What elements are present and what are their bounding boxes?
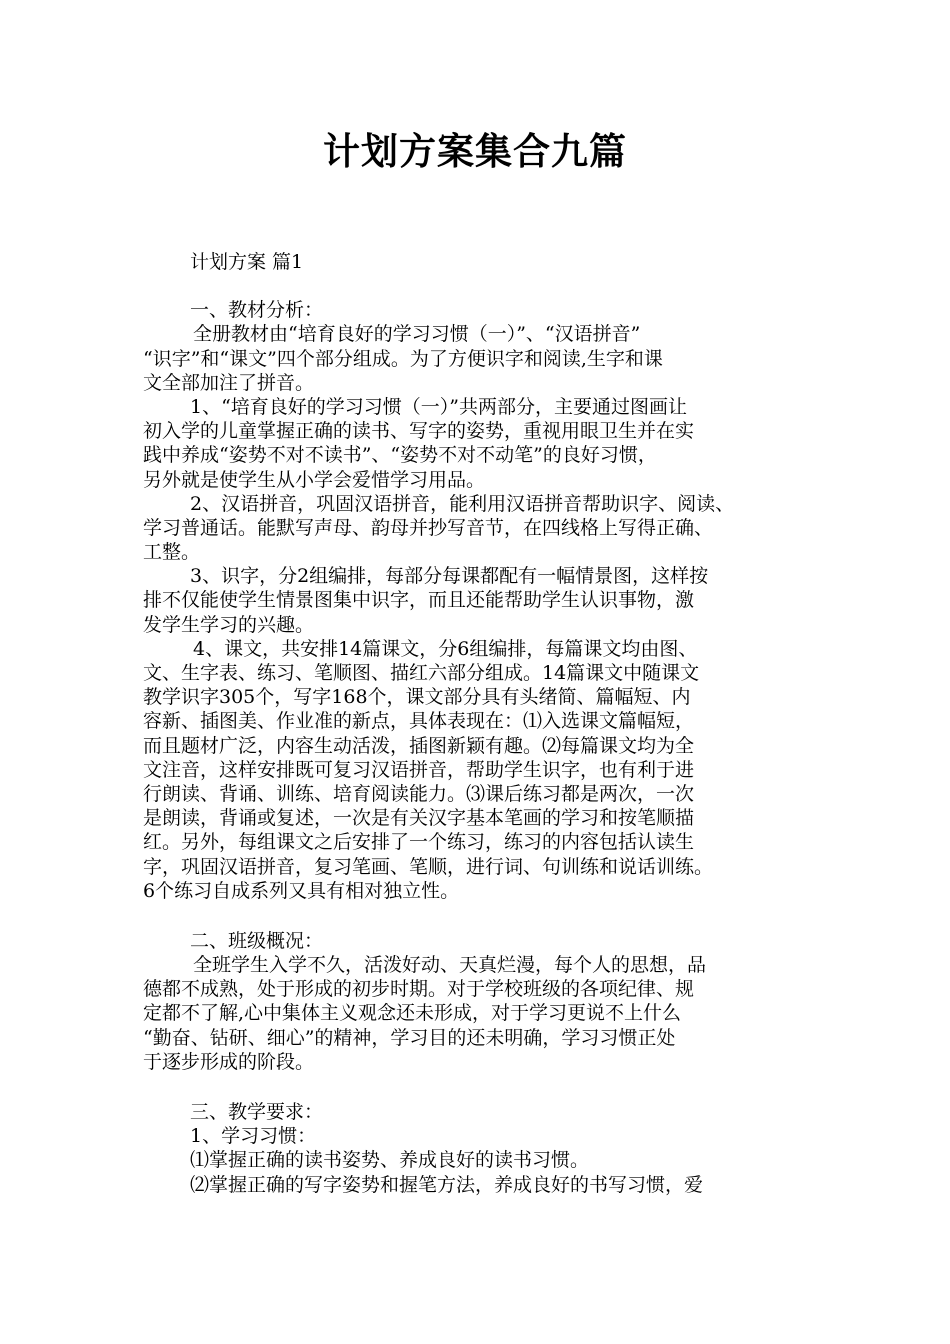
paragraph-line: 德都不成熟，处于形成的初步时期。对于学校班级的各项纪律、规 [143,978,695,1001]
plan-heading: 计划方案 篇1 [190,251,304,273]
paragraph-line: 6个练习自成系列又具有相对独立性。 [143,879,460,902]
paragraph-line: 文全部加注了拼音。 [143,371,315,394]
paragraph-line: “识字”和“课文”四个部分组成。为了方便识字和阅读,生字和课 [143,347,663,370]
paragraph-line: 教学识字305个，写字168个，课文部分具有头绪简、篇幅短、内 [143,686,691,709]
paragraph-line: 工整。 [143,541,201,564]
paragraph-line: 行朗读、背诵、训练、培育阅读能力。⑶课后练习都是两次，一次 [143,782,695,805]
paragraph-line: 2、汉语拼音，巩固汉语拼音，能利用汉语拼音帮助识字、阅读、 [190,492,735,515]
document-title: 计划方案集合九篇 [323,130,627,173]
paragraph-line: 全册教材由“培育良好的学习习惯（一）”、“汉语拼音” [193,323,641,346]
paragraph-line: 定都不了解,心中集体主义观念还未形成，对于学习更说不上什么 [143,1002,682,1025]
paragraph-line: 字，巩固汉语拼音，复习笔画、笔顺，进行词、句训练和说话训练。 [143,855,714,878]
paragraph-line: 文、生字表、练习、笔顺图、描红六部分组成。14篇课文中随课文 [143,662,700,684]
section-heading-1: 一、教材分析： [190,299,324,322]
paragraph-line: 另外就是使学生从小学会爱惜学习用品。 [143,468,486,491]
paragraph-line: 学习普通话。能默写声母、韵母并抄写音节，在四线格上写得正确、 [143,516,714,539]
paragraph-line: 文注音，这样安排既可复习汉语拼音，帮助学生识字，也有利于进 [143,758,695,781]
paragraph-line: 初入学的儿童掌握正确的读书、写字的姿势，重视用眼卫生并在实 [143,420,695,443]
document-body [143,250,833,1197]
list-item: ⑵掌握正确的写字姿势和握笔方法，养成良好的书写习惯，爱 [190,1173,704,1196]
paragraph-line: “勤奋、钻研、细心”的精神，学习目的还未明确，学习习惯正处 [143,1026,676,1049]
paragraph-line: 发学生学习的兴趣。 [143,613,315,636]
paragraph-line: 而且题材广泛，内容生动活泼，插图新颖有趣。⑵每篇课文均为全 [143,734,695,757]
paragraph-line: 容新、插图美、作业准的新点，具体表现在：⑴入选课文篇幅短， [143,710,695,733]
subheading: 1、学习习惯： [190,1125,317,1148]
section-heading-3: 三、教学要求： [190,1101,324,1123]
paragraph-line: 排不仅能使学生情景图集中识字，而且还能帮助学生认识事物，激 [143,589,695,612]
paragraph-line: 4、课文，共安排14篇课文，分6组编排，每篇课文均由图、 [193,637,698,660]
paragraph-line: 于逐步形成的阶段。 [143,1050,315,1073]
paragraph-line: 全班学生入学不久，活泼好动、天真烂漫，每个人的思想，品 [193,954,707,977]
paragraph-line: 1、“培育良好的学习习惯（一）”共两部分，主要通过图画让 [190,395,688,418]
paragraph-line: 红。另外，每组课文之后安排了一个练习，练习的内容包括认读生 [143,831,695,854]
paragraph-line: 践中养成“姿势不对不读书”、“姿势不对不动笔”的良好习惯， [143,444,657,467]
paragraph-line: 3、识字，分2组编排，每部分每课都配有一幅情景图，这样按 [190,565,709,588]
list-item: ⑴掌握正确的读书姿势、养成良好的读书习惯。 [190,1149,590,1172]
section-heading-2: 二、班级概况： [190,929,324,952]
paragraph-line: 是朗读，背诵或复述，一次是有关汉字基本笔画的学习和按笔顺描 [143,807,695,830]
